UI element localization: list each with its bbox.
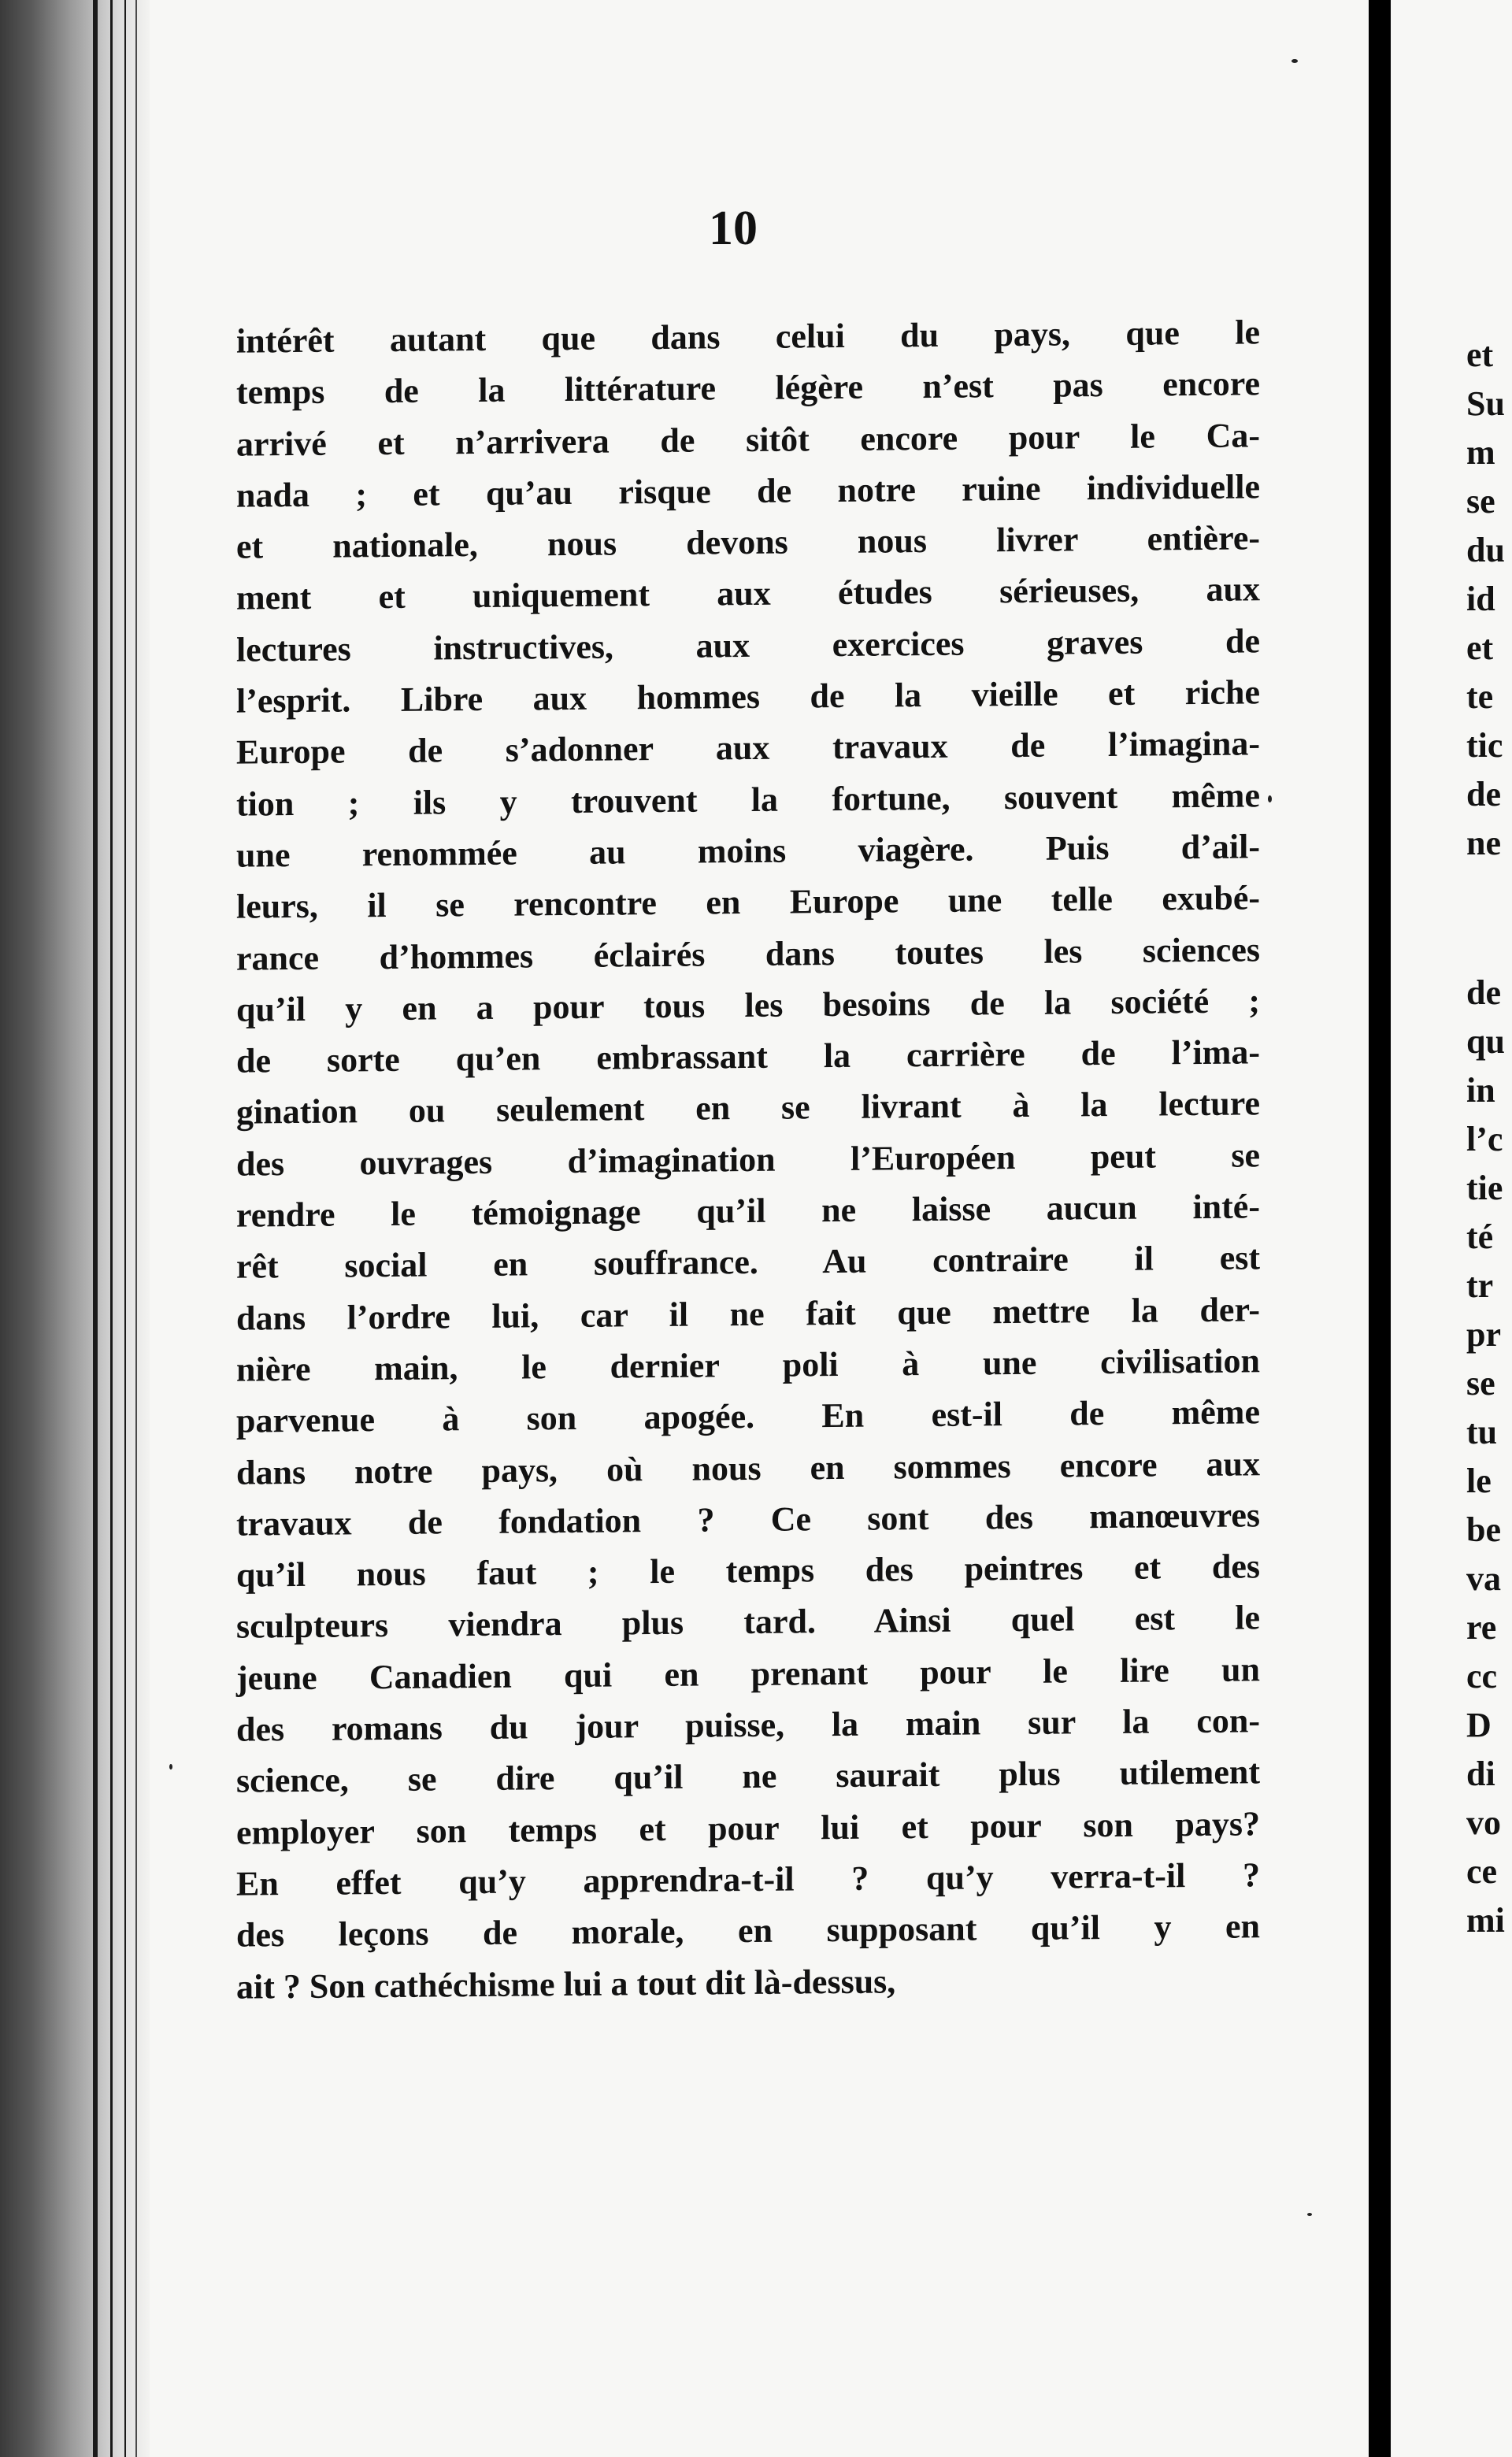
text-line: dans notre pays, où nous en sommes encore aux [236,1443,1260,1492]
facing-page-fragment: re [1466,1608,1497,1647]
text-line: nada ; et qu’au risque de notre ruine individuelle [236,467,1260,515]
facing-page-fragment: Su [1466,384,1505,423]
text-line: leurs, il se rencontre en Europe une telle exubé- [236,878,1260,926]
facing-page-fragment: l’c [1466,1120,1503,1158]
text-line: qu’il nous faut ; le temps des peintres et des [236,1547,1260,1595]
facing-page-fragment: ce [1466,1852,1498,1891]
facing-page-fragment: se [1466,482,1495,521]
gutter-line [110,0,113,2457]
text-line: des ouvrages d’imagination l’Européen peut se [236,1136,1260,1184]
text-line: dans l’ordre lui, car il ne fait que mettre la der- [236,1289,1260,1338]
facing-page-fragment: te [1466,677,1494,716]
page-number: 10 [709,202,758,255]
facing-page-fragment: tic [1466,726,1503,765]
text-line: travaux de fondation ? Ce sont des manœuvres [236,1495,1260,1544]
facing-page-fragment: di [1466,1755,1495,1793]
facing-page-fragment: de [1466,775,1501,813]
text-line: gination ou seulement en se livrant à la lecture [236,1084,1260,1132]
facing-page-fragment: et [1466,335,1494,374]
facing-page-fragment: cc [1466,1657,1498,1695]
facing-page-fragment: va [1466,1559,1501,1598]
scan-speck [1292,59,1298,63]
facing-page-fragment: ne [1466,824,1501,862]
facing-page-fragment: du [1466,531,1505,569]
text-line: lectures instructives, aux exercices graves de [236,621,1260,669]
facing-page-fragment: se [1466,1364,1495,1403]
text-line: tion ; ils y trouvent la fortune, souvent même [236,775,1260,824]
facing-page-fragment: de [1466,973,1501,1012]
text-line: ait ? Son cathéchisme lui a tout dit là-dessus, [236,1961,896,2007]
body-text [236,311,1260,2008]
page-fold [1369,0,1391,2457]
text-line: et nationale, nous devons nous livrer entière- [236,518,1260,566]
text-line: arrivé et n’arrivera de sitôt encore pour le Ca- [236,415,1260,464]
text-line: parvenue à son apogée. En est-il de même [236,1392,1260,1440]
text-line: jeune Canadien qui en prenant pour le lire un [236,1650,1260,1698]
text-line: ment et uniquement aux études sérieuses, aux [236,569,1260,618]
text-line: intérêt autant que dans celui du pays, que le [236,313,1260,361]
facing-page-fragment: té [1466,1217,1494,1256]
text-line: rance d’hommes éclairés dans toutes les sciences [236,929,1260,978]
text-line: sculpteurs viendra plus tard. Ainsi quel est le [236,1598,1260,1647]
facing-page-fragment: id [1466,580,1495,618]
text-line: rendre le témoignage qu’il ne laisse aucun inté- [236,1187,1260,1235]
scan-speck [1268,795,1272,802]
facing-page-fragment: D [1466,1706,1492,1744]
gutter-line [93,0,98,2457]
facing-page-fragment: tr [1466,1266,1494,1305]
text-line: temps de la littérature légère n’est pas encore [236,364,1260,412]
text-line: employer son temps et pour lui et pour son pays? [236,1803,1260,1852]
scan-speck [169,1764,172,1770]
text-line: Europe de s’adonner aux travaux de l’imagina- [236,724,1260,773]
facing-page-fragment: m [1466,433,1495,472]
text-line: des leçons de morale, en supposant qu’il y en [236,1907,1260,1955]
binding-gutter [0,0,150,2457]
gutter-line [135,0,137,2457]
facing-page-fragment: le [1466,1462,1492,1500]
text-line: nière main, le dernier poli à une civilisation [236,1341,1260,1389]
text-line: science, se dire qu’il ne saurait plus utilement [236,1752,1260,1800]
facing-page-fragment: tu [1466,1413,1498,1451]
text-line: l’esprit. Libre aux hommes de la vieille et riche [236,673,1260,721]
text-line: des romans du jour puisse, la main sur la con- [236,1701,1260,1749]
facing-page-fragment: tie [1466,1169,1503,1207]
scan-speck [1307,2213,1312,2216]
gutter-line [124,0,126,2457]
text-line: une renommée au moins viagère. Puis d’ail- [236,827,1260,875]
facing-page-fragment: be [1466,1510,1501,1549]
facing-page-fragment: vo [1466,1803,1501,1842]
facing-page-fragment: in [1466,1071,1495,1110]
text-line: de sorte qu’en embrassant la carrière de l’ima- [236,1032,1260,1080]
facing-page-fragment: et [1466,628,1494,667]
facing-page-fragments [1466,331,1512,1945]
text-line: rêt social en souffrance. Au contraire il est [236,1238,1260,1287]
facing-page-fragment: pr [1466,1315,1501,1354]
facing-page-fragment: mi [1466,1901,1505,1940]
text-line: En effet qu’y apprendra-t-il ? qu’y verra-t-il ? [236,1855,1260,1903]
text-line: qu’il y en a pour tous les besoins de la société ; [236,981,1260,1029]
facing-page-fragment: qu [1466,1022,1505,1061]
